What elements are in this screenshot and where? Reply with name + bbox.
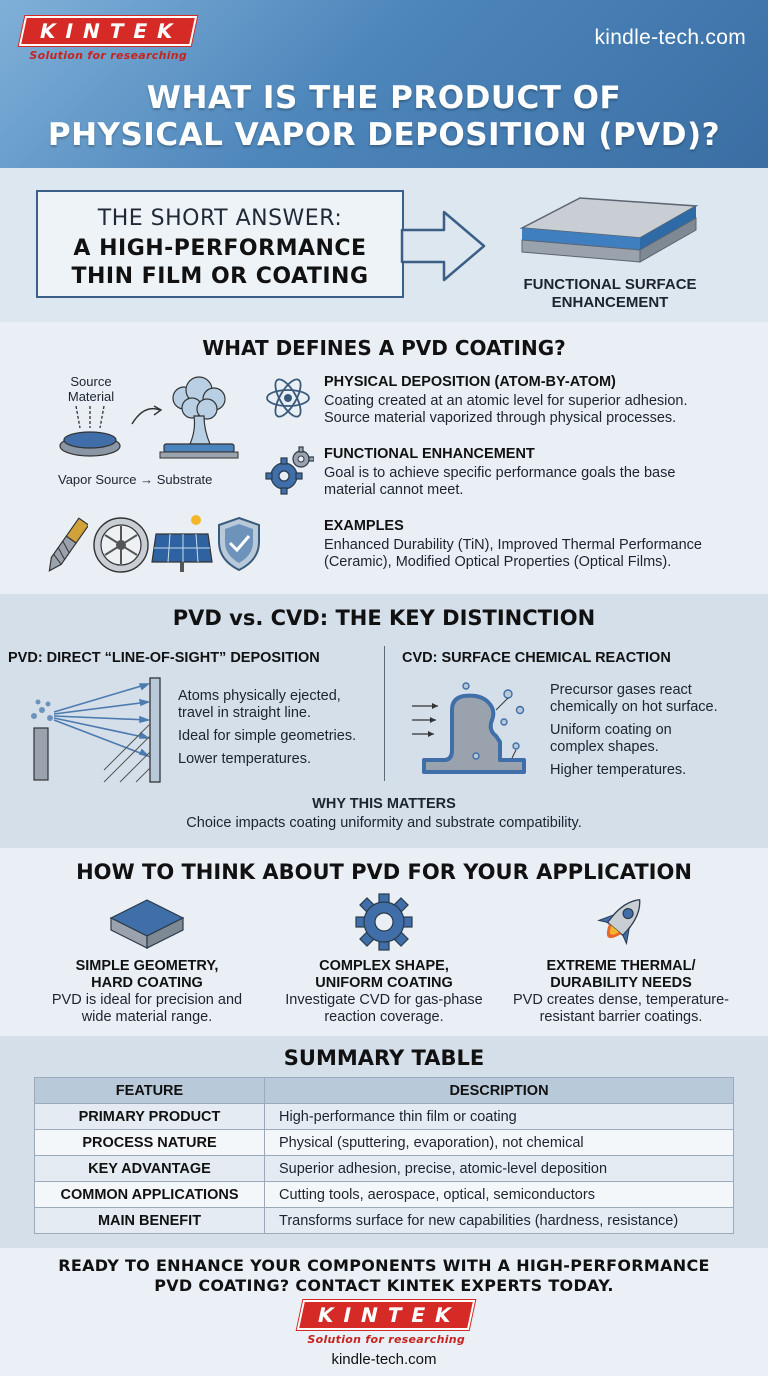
feature-cell: COMMON APPLICATIONS bbox=[35, 1182, 265, 1208]
feature-cell: KEY ADVANTAGE bbox=[35, 1156, 265, 1182]
right-arrow-icon bbox=[400, 208, 490, 284]
pvd-bullets bbox=[178, 688, 378, 774]
defines-title: WHAT DEFINES A PVD COATING? bbox=[202, 336, 566, 360]
vapor-source-diagram bbox=[44, 368, 244, 498]
feature-cell: PRIMARY PRODUCT bbox=[35, 1104, 265, 1130]
footer-site-url[interactable]: kindle-tech.com bbox=[331, 1351, 437, 1368]
pvd-bullet-3: Lower temperatures. bbox=[178, 751, 311, 767]
slab-caption bbox=[500, 276, 720, 312]
defines-section bbox=[0, 322, 768, 594]
simple-geometry-heading-1: SIMPLE GEOMETRY, bbox=[75, 958, 219, 974]
pvd-bullet-2: Ideal for simple geometries. bbox=[178, 728, 357, 744]
cvd-bullet-1-line-1: Precursor gases react bbox=[550, 682, 692, 698]
examples-line-2: (Ceramic), Modified Optical Properties (Optical Films). bbox=[324, 554, 672, 570]
title-line-1: WHAT IS THE PRODUCT OF bbox=[146, 80, 622, 116]
footer bbox=[0, 1248, 768, 1376]
extreme-needs-text-2: resistant barrier coatings. bbox=[539, 1009, 703, 1025]
examples-heading: EXAMPLES bbox=[324, 518, 404, 534]
complex-shape-heading bbox=[259, 958, 509, 992]
short-answer-line-2: THIN FILM OR COATING bbox=[71, 264, 369, 289]
examples-text bbox=[324, 537, 744, 571]
table-row bbox=[35, 1156, 734, 1182]
pvd-bullet-1-line-2: travel in straight line. bbox=[178, 705, 311, 721]
simple-geometry-heading-2: HARD COATING bbox=[91, 975, 203, 991]
simple-geometry-text-1: PVD is ideal for precision and bbox=[51, 992, 243, 1008]
functional-line-2: material cannot meet. bbox=[324, 482, 464, 498]
short-answer-label: THE SHORT ANSWER: bbox=[97, 206, 343, 231]
cvd-bullet-2-line-2: complex shapes. bbox=[550, 739, 659, 755]
extreme-needs-heading-2: DURABILITY NEEDS bbox=[550, 975, 692, 991]
why-text: Choice impacts coating uniformity and substrate compatibility. bbox=[186, 815, 582, 831]
cvd-bullet-1-line-2: chemically on hot surface. bbox=[550, 699, 718, 715]
how-col-simple-geometry bbox=[22, 890, 272, 1026]
table-row bbox=[35, 1130, 734, 1156]
source-label-line-2: Material bbox=[67, 389, 115, 404]
short-answer-box bbox=[36, 190, 404, 298]
extreme-needs-text bbox=[496, 992, 746, 1026]
drill-bit-icon bbox=[44, 514, 88, 580]
description-cell: Transforms surface for new capabilities (hardness, resistance) bbox=[265, 1208, 734, 1234]
coated-block-icon bbox=[107, 892, 187, 952]
functional-enhancement-text bbox=[324, 465, 744, 499]
versus-title: PVD vs. CVD: THE KEY DISTINCTION bbox=[172, 606, 596, 630]
cvd-bullet-2 bbox=[550, 722, 760, 756]
gears-icon bbox=[264, 446, 314, 496]
footer-logo-wordmark: KINTEK bbox=[297, 1300, 476, 1330]
page-title bbox=[0, 80, 768, 154]
pvd-bullet-1 bbox=[178, 688, 378, 722]
description-cell: Physical (sputtering, evaporation), not chemical bbox=[265, 1130, 734, 1156]
table-row bbox=[35, 1208, 734, 1234]
footer-logo-tagline: Solution for researching bbox=[307, 1333, 466, 1346]
line-of-sight-icon bbox=[24, 676, 174, 786]
examples-line-1: Enhanced Durability (TiN), Improved Thermal Performance bbox=[324, 537, 702, 553]
how-title: HOW TO THINK ABOUT PVD FOR YOUR APPLICATION bbox=[76, 860, 692, 884]
short-answer-section bbox=[0, 168, 768, 322]
example-icons-row bbox=[44, 512, 254, 582]
complex-shape-text bbox=[259, 992, 509, 1026]
physical-line-2: Source material vaporized through physical processes. bbox=[324, 410, 677, 426]
simple-geometry-text-2: wide material range. bbox=[81, 1009, 213, 1025]
slab-caption-line-1: FUNCTIONAL SURFACE bbox=[523, 276, 697, 293]
logo-tagline: Solution for researching bbox=[29, 49, 188, 62]
why-this-matters bbox=[0, 796, 768, 831]
summary-section bbox=[0, 1036, 768, 1248]
description-cell: Superior adhesion, precise, atomic-level deposition bbox=[265, 1156, 734, 1182]
extreme-needs-text-1: PVD creates dense, temperature- bbox=[513, 992, 729, 1008]
functional-line-1: Goal is to achieve specific performance goals the base bbox=[324, 465, 676, 481]
footer-kintek-logo[interactable] bbox=[300, 1300, 472, 1346]
site-url[interactable]: kindle-tech.com bbox=[594, 26, 746, 49]
cta-line-2: PVD COATING? CONTACT KINTEK EXPERTS TODAY. bbox=[154, 1276, 614, 1295]
simple-geometry-text bbox=[22, 992, 272, 1026]
how-col-complex-shape bbox=[259, 890, 509, 1026]
feature-cell: PROCESS NATURE bbox=[35, 1130, 265, 1156]
application-guidance-section bbox=[0, 848, 768, 1036]
diagram-flow-label: Vapor Source → Substrate bbox=[58, 472, 213, 487]
pvd-bullet-1-line-1: Atoms physically ejected, bbox=[178, 688, 341, 704]
rocket-icon bbox=[591, 891, 651, 953]
column-header-description: DESCRIPTION bbox=[265, 1078, 734, 1104]
extreme-needs-heading bbox=[496, 958, 746, 992]
summary-title: SUMMARY TABLE bbox=[283, 1046, 485, 1070]
complex-shape-heading-1: COMPLEX SHAPE, bbox=[319, 958, 449, 974]
physical-deposition-text bbox=[324, 393, 744, 427]
short-answer-line-1: A HIGH-PERFORMANCE bbox=[73, 236, 367, 261]
table-header-row bbox=[35, 1078, 734, 1104]
source-label-line-1: Source bbox=[70, 374, 112, 389]
physical-deposition-heading: PHYSICAL DEPOSITION (ATOM-BY-ATOM) bbox=[324, 374, 616, 390]
table-row bbox=[35, 1182, 734, 1208]
description-cell: High-performance thin film or coating bbox=[265, 1104, 734, 1130]
column-divider bbox=[384, 646, 385, 781]
atom-icon bbox=[264, 374, 312, 422]
cta-line-1: READY TO ENHANCE YOUR COMPONENTS WITH A HIGH-PERFORMANCE bbox=[58, 1256, 710, 1275]
summary-table bbox=[34, 1077, 734, 1234]
kintek-logo[interactable] bbox=[22, 16, 194, 62]
gear-icon bbox=[354, 892, 414, 952]
functional-enhancement-heading: FUNCTIONAL ENHANCEMENT bbox=[324, 446, 535, 462]
why-heading: WHY THIS MATTERS bbox=[312, 796, 456, 812]
cvd-bullets bbox=[550, 682, 760, 785]
logo-wordmark: KINTEK bbox=[19, 16, 198, 46]
description-cell: Cutting tools, aerospace, optical, semiconductors bbox=[265, 1182, 734, 1208]
column-header-feature: FEATURE bbox=[35, 1078, 265, 1104]
coated-slab-icon bbox=[520, 192, 700, 272]
turbine-icon bbox=[92, 516, 150, 574]
feature-cell: MAIN BENEFIT bbox=[35, 1208, 265, 1234]
solar-panel-icon bbox=[150, 512, 214, 574]
complex-shape-text-1: Investigate CVD for gas-phase bbox=[285, 992, 483, 1008]
surface-reaction-icon bbox=[408, 680, 538, 780]
pvd-heading: PVD: DIRECT “LINE-OF-SIGHT” DEPOSITION bbox=[8, 650, 320, 666]
shield-check-icon bbox=[216, 516, 262, 572]
header bbox=[0, 0, 768, 168]
complex-shape-text-2: reaction coverage. bbox=[324, 1009, 444, 1025]
cvd-bullet-1 bbox=[550, 682, 760, 716]
cvd-bullet-2-line-1: Uniform coating on bbox=[550, 722, 672, 738]
cvd-heading: CVD: SURFACE CHEMICAL REACTION bbox=[402, 650, 671, 666]
cvd-bullet-3: Higher temperatures. bbox=[550, 762, 687, 778]
call-to-action[interactable] bbox=[0, 1256, 768, 1296]
pvd-vs-cvd-section bbox=[0, 594, 768, 848]
slab-caption-line-2: ENHANCEMENT bbox=[551, 294, 669, 311]
complex-shape-heading-2: UNIFORM COATING bbox=[315, 975, 453, 991]
table-row bbox=[35, 1104, 734, 1130]
vapor-deposition-icon bbox=[44, 368, 244, 472]
title-line-2: PHYSICAL VAPOR DEPOSITION (PVD)? bbox=[47, 117, 721, 153]
simple-geometry-heading bbox=[22, 958, 272, 992]
extreme-needs-heading-1: EXTREME THERMAL/ bbox=[546, 958, 696, 974]
how-col-extreme-needs bbox=[496, 890, 746, 1026]
physical-line-1: Coating created at an atomic level for superior adhesion. bbox=[324, 393, 688, 409]
